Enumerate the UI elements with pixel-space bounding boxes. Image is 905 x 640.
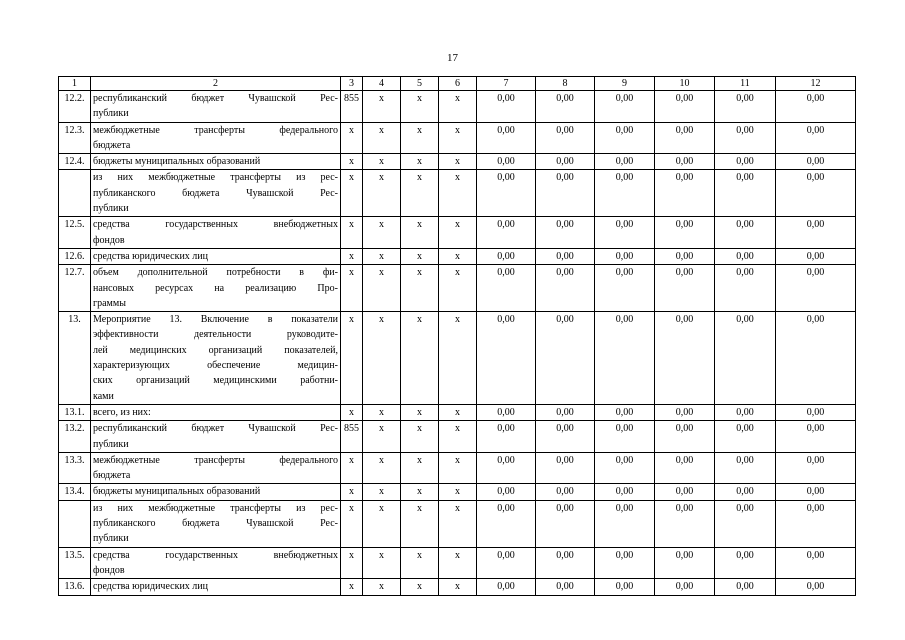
table-row [59,217,856,249]
table-row [59,404,856,420]
description-line: бюджета [93,470,131,482]
value-cell-col12: 0,00 [776,404,856,420]
value-cell-col9: 0,00 [595,248,655,264]
value-cell-col9: 0,00 [595,217,655,249]
description-line: бюджеты муниципальных образований [93,156,261,168]
code-cell-col3: x [341,484,363,500]
column-header-3: 3 [341,77,363,91]
code-cell-col4: x [363,122,401,154]
code-cell-col6: x [439,484,477,500]
description-line: межбюджетные трансферты федерального [93,454,338,466]
code-cell-col4: x [363,547,401,579]
value-cell-col7: 0,00 [477,170,536,217]
row-number: 12.6. [59,248,91,264]
code-cell-col6: x [439,217,477,249]
table-row [59,248,856,264]
code-cell-col4: x [363,248,401,264]
code-cell-col3: 855 [341,421,363,453]
row-number: 12.2. [59,91,91,123]
column-header-11: 11 [715,77,776,91]
value-cell-col8: 0,00 [536,312,595,405]
description-line: нансовых ресурсах на реализацию Про- [93,282,338,294]
value-cell-col7: 0,00 [477,404,536,420]
value-cell-col8: 0,00 [536,248,595,264]
value-cell-col10: 0,00 [655,122,715,154]
code-cell-col4: x [363,170,401,217]
value-cell-col9: 0,00 [595,500,655,547]
code-cell-col6: x [439,421,477,453]
value-cell-col10: 0,00 [655,154,715,170]
value-cell-col11: 0,00 [715,484,776,500]
value-cell-col10: 0,00 [655,312,715,405]
value-cell-col12: 0,00 [776,122,856,154]
description-line: объем дополнительной потребности в фи- [93,267,338,279]
row-number [59,500,91,547]
value-cell-col9: 0,00 [595,265,655,312]
value-cell-col7: 0,00 [477,547,536,579]
value-cell-col11: 0,00 [715,312,776,405]
column-header-4: 4 [363,77,401,91]
code-cell-col3: x [341,312,363,405]
description-line: из них межбюджетные трансферты из рес- [93,172,338,184]
description-line: лей медицинских организаций показателей, [93,344,338,356]
value-cell-col11: 0,00 [715,154,776,170]
value-cell-col11: 0,00 [715,452,776,484]
description-line: ских организаций медицинскими работни- [93,375,338,387]
value-cell-col11: 0,00 [715,91,776,123]
value-cell-col8: 0,00 [536,579,595,595]
value-cell-col10: 0,00 [655,579,715,595]
value-cell-col10: 0,00 [655,500,715,547]
description-line: эффективности деятельности руководите- [93,329,338,341]
column-header-8: 8 [536,77,595,91]
code-cell-col6: x [439,170,477,217]
code-cell-col5: x [401,484,439,500]
value-cell-col10: 0,00 [655,484,715,500]
row-description [91,122,341,154]
table-row [59,484,856,500]
description-line: бюджета [93,139,131,151]
value-cell-col12: 0,00 [776,170,856,217]
code-cell-col3: x [341,154,363,170]
row-description [91,484,341,500]
row-description [91,452,341,484]
row-description [91,154,341,170]
value-cell-col8: 0,00 [536,170,595,217]
value-cell-col10: 0,00 [655,248,715,264]
column-header-10: 10 [655,77,715,91]
column-header-9: 9 [595,77,655,91]
code-cell-col5: x [401,547,439,579]
table-row [59,312,856,405]
code-cell-col5: x [401,154,439,170]
row-description [91,217,341,249]
value-cell-col7: 0,00 [477,484,536,500]
code-cell-col5: x [401,404,439,420]
code-cell-col5: x [401,122,439,154]
code-cell-col4: x [363,579,401,595]
row-number: 13.6. [59,579,91,595]
value-cell-col7: 0,00 [477,122,536,154]
value-cell-col12: 0,00 [776,421,856,453]
value-cell-col7: 0,00 [477,452,536,484]
description-line: фондов [93,234,125,246]
code-cell-col4: x [363,154,401,170]
row-number: 12.7. [59,265,91,312]
code-cell-col5: x [401,265,439,312]
value-cell-col12: 0,00 [776,265,856,312]
value-cell-col8: 0,00 [536,452,595,484]
value-cell-col8: 0,00 [536,122,595,154]
value-cell-col11: 0,00 [715,404,776,420]
value-cell-col11: 0,00 [715,122,776,154]
description-line: республиканский бюджет Чувашской Рес- [93,93,338,104]
value-cell-col8: 0,00 [536,265,595,312]
value-cell-col9: 0,00 [595,579,655,595]
code-cell-col4: x [363,421,401,453]
value-cell-col8: 0,00 [536,404,595,420]
row-description [91,547,341,579]
value-cell-col9: 0,00 [595,91,655,123]
code-cell-col3: x [341,452,363,484]
code-cell-col4: x [363,500,401,547]
value-cell-col7: 0,00 [477,500,536,547]
code-cell-col5: x [401,248,439,264]
value-cell-col7: 0,00 [477,154,536,170]
value-cell-col12: 0,00 [776,452,856,484]
value-cell-col10: 0,00 [655,265,715,312]
code-cell-col5: x [401,217,439,249]
table-row [59,500,856,547]
description-line: граммы [93,297,126,309]
value-cell-col11: 0,00 [715,265,776,312]
code-cell-col3: x [341,404,363,420]
budget-table [58,76,856,596]
description-line: фондов [93,564,125,576]
value-cell-col10: 0,00 [655,421,715,453]
column-header-1: 1 [59,77,91,91]
row-number: 13.2. [59,421,91,453]
value-cell-col11: 0,00 [715,170,776,217]
row-number: 13.1. [59,404,91,420]
row-number: 13.3. [59,452,91,484]
value-cell-col8: 0,00 [536,217,595,249]
value-cell-col8: 0,00 [536,547,595,579]
value-cell-col7: 0,00 [477,579,536,595]
code-cell-col5: x [401,91,439,123]
value-cell-col9: 0,00 [595,421,655,453]
table-row [59,452,856,484]
code-cell-col6: x [439,500,477,547]
description-line: из них межбюджетные трансферты из рес- [93,502,338,514]
code-cell-col4: x [363,404,401,420]
header-row [59,77,856,91]
code-cell-col6: x [439,265,477,312]
column-header-12: 12 [776,77,856,91]
code-cell-col6: x [439,154,477,170]
description-line: средства юридических лиц [93,250,208,262]
value-cell-col12: 0,00 [776,248,856,264]
description-line: публики [93,108,129,120]
value-cell-col11: 0,00 [715,547,776,579]
value-cell-col9: 0,00 [595,154,655,170]
description-line: публиканского бюджета Чувашской Рес- [93,187,338,199]
value-cell-col8: 0,00 [536,154,595,170]
table-row [59,547,856,579]
code-cell-col3: x [341,122,363,154]
row-number: 12.3. [59,122,91,154]
description-line: средства государственных внебюджетных [93,549,338,561]
value-cell-col8: 0,00 [536,91,595,123]
row-number: 13.4. [59,484,91,500]
code-cell-col3: x [341,500,363,547]
row-description [91,404,341,420]
value-cell-col9: 0,00 [595,547,655,579]
code-cell-col6: x [439,91,477,123]
code-cell-col4: x [363,484,401,500]
code-cell-col6: x [439,248,477,264]
code-cell-col3: x [341,547,363,579]
value-cell-col9: 0,00 [595,312,655,405]
description-line: Мероприятие 13. Включение в показатели [93,314,338,326]
value-cell-col10: 0,00 [655,452,715,484]
table-row [59,122,856,154]
row-number: 12.5. [59,217,91,249]
row-number: 12.4. [59,154,91,170]
value-cell-col8: 0,00 [536,500,595,547]
value-cell-col12: 0,00 [776,312,856,405]
code-cell-col6: x [439,547,477,579]
row-description [91,91,341,123]
value-cell-col7: 0,00 [477,265,536,312]
table-row [59,170,856,217]
value-cell-col9: 0,00 [595,452,655,484]
row-description [91,170,341,217]
value-cell-col11: 0,00 [715,217,776,249]
description-line: публики [93,438,129,450]
code-cell-col3: 855 [341,91,363,123]
description-line: характеризующих обеспечение медицин- [93,360,338,372]
code-cell-col4: x [363,217,401,249]
table-row [59,91,856,123]
row-number [59,170,91,217]
description-line: публики [93,203,129,215]
value-cell-col10: 0,00 [655,170,715,217]
row-description [91,579,341,595]
code-cell-col6: x [439,312,477,405]
page-number: 17 [447,52,458,64]
code-cell-col5: x [401,452,439,484]
value-cell-col12: 0,00 [776,547,856,579]
value-cell-col11: 0,00 [715,500,776,547]
code-cell-col3: x [341,217,363,249]
column-header-5: 5 [401,77,439,91]
value-cell-col7: 0,00 [477,312,536,405]
value-cell-col12: 0,00 [776,154,856,170]
value-cell-col12: 0,00 [776,579,856,595]
row-description [91,500,341,547]
code-cell-col6: x [439,452,477,484]
code-cell-col3: x [341,170,363,217]
value-cell-col12: 0,00 [776,500,856,547]
row-number: 13.5. [59,547,91,579]
column-header-6: 6 [439,77,477,91]
value-cell-col7: 0,00 [477,248,536,264]
value-cell-col9: 0,00 [595,404,655,420]
value-cell-col8: 0,00 [536,421,595,453]
table-body [59,77,856,596]
column-header-2: 2 [91,77,341,91]
description-line: средства юридических лиц [93,581,208,593]
table-row [59,154,856,170]
description-line: бюджеты муниципальных образований [93,486,261,498]
value-cell-col12: 0,00 [776,484,856,500]
value-cell-col7: 0,00 [477,421,536,453]
description-line: публики [93,533,129,545]
value-cell-col10: 0,00 [655,547,715,579]
value-cell-col7: 0,00 [477,91,536,123]
value-cell-col10: 0,00 [655,91,715,123]
row-description [91,312,341,405]
value-cell-col10: 0,00 [655,217,715,249]
value-cell-col12: 0,00 [776,217,856,249]
code-cell-col3: x [341,248,363,264]
description-line: межбюджетные трансферты федерального [93,124,338,136]
code-cell-col4: x [363,312,401,405]
code-cell-col5: x [401,579,439,595]
column-header-7: 7 [477,77,536,91]
code-cell-col5: x [401,170,439,217]
value-cell-col11: 0,00 [715,579,776,595]
description-line: публиканского бюджета Чувашской Рес- [93,518,338,530]
value-cell-col10: 0,00 [655,404,715,420]
value-cell-col12: 0,00 [776,91,856,123]
value-cell-col7: 0,00 [477,217,536,249]
row-description [91,248,341,264]
code-cell-col5: x [401,421,439,453]
code-cell-col5: x [401,312,439,405]
description-line: средства государственных внебюджетных [93,219,338,231]
code-cell-col6: x [439,404,477,420]
value-cell-col8: 0,00 [536,484,595,500]
value-cell-col11: 0,00 [715,421,776,453]
code-cell-col6: x [439,122,477,154]
value-cell-col9: 0,00 [595,122,655,154]
description-line: ками [93,390,114,402]
code-cell-col3: x [341,265,363,312]
code-cell-col4: x [363,91,401,123]
table-row [59,265,856,312]
row-description [91,265,341,312]
value-cell-col11: 0,00 [715,248,776,264]
value-cell-col9: 0,00 [595,484,655,500]
code-cell-col4: x [363,265,401,312]
row-number: 13. [59,312,91,405]
description-line: республиканский бюджет Чувашской Рес- [93,423,338,435]
description-line: всего, из них: [93,406,151,418]
table-row [59,421,856,453]
code-cell-col4: x [363,452,401,484]
table-row [59,579,856,595]
code-cell-col6: x [439,579,477,595]
row-description [91,421,341,453]
code-cell-col3: x [341,579,363,595]
code-cell-col5: x [401,500,439,547]
value-cell-col9: 0,00 [595,170,655,217]
